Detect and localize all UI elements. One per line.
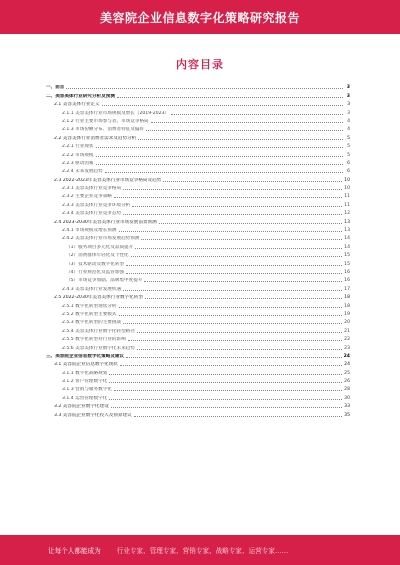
toc-entry-page: 10 bbox=[344, 177, 350, 183]
toc-entry-page: 24 bbox=[343, 353, 350, 359]
toc-leader-dots bbox=[141, 239, 342, 240]
toc-entry-page: 10 bbox=[344, 186, 350, 192]
toc-leader-dots bbox=[114, 390, 342, 391]
toc-leader-dots bbox=[117, 97, 343, 98]
toc-entry-title: （4）行业规范化及监管加强 bbox=[66, 269, 125, 275]
toc-entry[interactable] bbox=[46, 309, 350, 317]
toc-leader-dots bbox=[109, 399, 342, 400]
toc-leader-dots bbox=[123, 189, 342, 190]
toc-leader-dots bbox=[128, 340, 342, 341]
toc-entry-page: 3 bbox=[346, 85, 350, 91]
toc-entry-title: 3.3 美容院企业数字化投入及预算建议 bbox=[54, 412, 132, 418]
toc-entry[interactable] bbox=[46, 158, 350, 166]
toc-entry-page: 3 bbox=[347, 102, 350, 108]
toc-leader-dots bbox=[123, 214, 342, 215]
toc-leader-dots bbox=[120, 365, 342, 366]
toc-leader-dots bbox=[145, 298, 342, 299]
toc-entry[interactable] bbox=[46, 199, 350, 207]
toc-entry-title: 3.1.1 数字化战略规划 bbox=[62, 370, 108, 376]
header-banner bbox=[0, 0, 400, 34]
toc-entry-title: 2.4.1 市场规模及增长预测 bbox=[62, 228, 117, 234]
toc-leader-dots bbox=[96, 164, 343, 165]
toc-entry-page: 15 bbox=[344, 261, 350, 267]
toc-entry-title: （5）市场竞争加剧、品牌集中度提升 bbox=[66, 278, 143, 284]
toc-leader-dots bbox=[119, 315, 343, 316]
toc-entry[interactable] bbox=[46, 174, 350, 182]
toc-leader-dots bbox=[105, 172, 343, 173]
toc-entry[interactable] bbox=[46, 208, 350, 216]
toc-entry[interactable] bbox=[46, 166, 350, 174]
toc-leader-dots bbox=[163, 181, 342, 182]
toc-entry[interactable] bbox=[46, 258, 350, 266]
toc-entry-title: 2.5.2 数字化转型主要模式 bbox=[62, 311, 117, 317]
toc-entry-page: 28 bbox=[344, 387, 350, 393]
toc-entry-title: 2.2 美容美体行业消费者需求及趋势分析 bbox=[54, 135, 137, 141]
toc-entry[interactable] bbox=[46, 90, 350, 98]
toc-entry-title: 二、美容美体行业研究分析及预测 bbox=[46, 93, 115, 99]
toc-entry-page: 30 bbox=[344, 395, 350, 401]
toc-leader-dots bbox=[126, 265, 342, 266]
toc-leader-dots bbox=[159, 223, 342, 224]
toc-entry-title: 2.5.3 数字化转型的主要挑战 bbox=[62, 320, 122, 326]
toc-entry[interactable] bbox=[46, 300, 350, 308]
toc-entry[interactable] bbox=[46, 225, 350, 233]
toc-entry[interactable] bbox=[46, 367, 350, 375]
toc-entry[interactable] bbox=[46, 233, 350, 241]
toc-entry[interactable] bbox=[46, 334, 350, 342]
toc-entry[interactable] bbox=[46, 292, 350, 300]
toc-entry-page: 25 bbox=[344, 370, 350, 376]
toc-entry[interactable] bbox=[46, 216, 350, 224]
toc-entry-page: 15 bbox=[344, 253, 350, 259]
toc-entry-page: 33 bbox=[344, 404, 350, 410]
toc-entry-page: 19 bbox=[344, 311, 350, 317]
toc-entry[interactable] bbox=[46, 317, 350, 325]
toc-entry-title: 2.1 美容美体行业定义 bbox=[54, 102, 100, 108]
toc-leader-dots bbox=[66, 88, 343, 89]
toc-entry-title: 2.2.4 未来发展趋势 bbox=[62, 169, 103, 175]
toc-entry-title: 2.5.5 数字化转型对行业的影响 bbox=[62, 337, 126, 343]
toc-leader-dots bbox=[138, 139, 343, 140]
toc-leader-dots bbox=[146, 130, 343, 131]
toc-entry-title: 3.2 美容院企业数字化建设 bbox=[54, 404, 109, 410]
toc-leader-dots bbox=[123, 290, 342, 291]
toc-entry-title: 2.4.2 美容美体行业市场发展趋势预测 bbox=[62, 236, 140, 242]
toc-leader-dots bbox=[102, 105, 343, 106]
toc-entry-page: 14 bbox=[344, 244, 350, 250]
toc-entry-title: 2.2.3 驱动因素 bbox=[62, 160, 94, 166]
toc-entry-page: 5 bbox=[347, 144, 350, 150]
toc-entry-title: 2.3.2 主要企业竞争策略 bbox=[62, 194, 112, 200]
toc-entry[interactable] bbox=[46, 183, 350, 191]
toc-entry-page: 6 bbox=[347, 160, 350, 166]
toc-entry[interactable] bbox=[46, 359, 350, 367]
toc-entry-page: 4 bbox=[347, 118, 350, 124]
toc-leader-dots bbox=[151, 122, 343, 123]
toc-entry-title: （3）技术驱动及数字化转型 bbox=[66, 261, 125, 267]
toc-title: 内容目录 bbox=[176, 58, 224, 71]
toc-leader-dots bbox=[96, 156, 343, 157]
toc-leader-dots bbox=[171, 114, 343, 115]
toc-entry-title: 2.3.3 美容美体行业竞争环境分析 bbox=[62, 202, 131, 208]
toc-entry-title: 三、美容院企业信息数字化策略及建议 bbox=[46, 353, 125, 359]
toc-entry-page: 13 bbox=[344, 219, 350, 225]
toc-leader-dots bbox=[114, 197, 342, 198]
toc-entry[interactable] bbox=[46, 250, 350, 258]
toc-entry-title: 3.1.3 营销与服务数字化 bbox=[62, 387, 112, 393]
toc-entry-title: 3.1.4 运营管理数字化 bbox=[62, 395, 108, 401]
toc-entry-page: 5 bbox=[347, 135, 350, 141]
toc-entry[interactable] bbox=[46, 241, 350, 249]
toc-entry[interactable] bbox=[46, 275, 350, 283]
toc-entry[interactable] bbox=[46, 283, 350, 291]
toc-entry-title: 3.1 美容院企业信息数字化现状 bbox=[54, 362, 118, 368]
toc-entry-page: 26 bbox=[344, 379, 350, 385]
toc-entry-page: 4 bbox=[347, 127, 350, 133]
toc-entry[interactable] bbox=[46, 141, 350, 149]
toc-entry[interactable] bbox=[46, 392, 350, 400]
toc-entry-page: 35 bbox=[344, 412, 350, 418]
toc-entry[interactable] bbox=[46, 409, 350, 417]
toc-entry-page: 17 bbox=[344, 286, 350, 292]
toc-entry-page: 20 bbox=[344, 320, 350, 326]
toc-leader-dots bbox=[137, 349, 342, 350]
toc-entry-page: 3 bbox=[346, 93, 350, 99]
toc-entry[interactable] bbox=[46, 401, 350, 409]
toc-entry-title: （1）服务项目多元化及品质提升 bbox=[66, 244, 134, 250]
toc-leader-dots bbox=[123, 323, 342, 324]
toc-entry-page: 18 bbox=[344, 303, 350, 309]
toc-entry-title: 一、前言 bbox=[46, 85, 65, 91]
toc-entry-page: 14 bbox=[344, 236, 350, 242]
toc-entry-title: 2.3.4 美容美体行业竞争态势 bbox=[62, 211, 122, 217]
toc-entry-page: 21 bbox=[344, 328, 350, 334]
toc-entry-page: 23 bbox=[344, 345, 350, 351]
toc-entry[interactable] bbox=[46, 116, 350, 124]
toc-leader-dots bbox=[109, 382, 342, 383]
report-title: 美容院企业信息数字化策略研究报告 bbox=[99, 10, 300, 25]
toc-entry-title: 2.4 2023-2030年美容美体行业市场发展前景预测 bbox=[54, 219, 157, 225]
toc-leader-dots bbox=[111, 407, 342, 408]
toc-entry-page: 12 bbox=[344, 211, 350, 217]
toc-leader-dots bbox=[137, 332, 342, 333]
toc-entry[interactable] bbox=[46, 351, 350, 359]
toc-entry-title: 2.5.4 美容美体行业数字化转型路径 bbox=[62, 328, 135, 334]
toc-leader-dots bbox=[126, 273, 342, 274]
table-of-contents bbox=[46, 82, 350, 418]
toc-entry[interactable] bbox=[46, 191, 350, 199]
toc-entry[interactable] bbox=[46, 82, 350, 90]
toc-entry-title: （2）消费群体年轻化及个性化 bbox=[66, 253, 129, 259]
toc-entry-page: 18 bbox=[344, 295, 350, 301]
toc-leader-dots bbox=[132, 206, 342, 207]
toc-entry-page: 11 bbox=[344, 194, 350, 200]
toc-entry[interactable] bbox=[46, 267, 350, 275]
toc-entry-page: 11 bbox=[344, 202, 350, 208]
toc-entry-title: 2.1.3 市场份额分布、消费者特征及偏好 bbox=[62, 127, 145, 133]
toc-entry[interactable] bbox=[46, 99, 350, 107]
toc-entry[interactable] bbox=[46, 342, 350, 350]
toc-entry-page: 3 bbox=[347, 110, 350, 116]
toc-entry-page: 6 bbox=[347, 169, 350, 175]
toc-entry[interactable] bbox=[46, 107, 350, 115]
toc-entry[interactable] bbox=[46, 149, 350, 157]
toc-entry-title: 2.2.1 行业现状 bbox=[62, 144, 94, 150]
toc-entry-page: 13 bbox=[344, 228, 350, 234]
toc-entry-title: 3.1.2 客户管理数字化 bbox=[62, 379, 108, 385]
toc-entry-title: 2.2.2 市场规模 bbox=[62, 152, 94, 158]
toc-leader-dots bbox=[135, 248, 342, 249]
toc-leader-dots bbox=[131, 256, 342, 257]
toc-entry-title: 2.1.2 行业主要市场参与者、市场竞争格局 bbox=[62, 118, 149, 124]
toc-leader-dots bbox=[96, 147, 343, 148]
toc-entry[interactable] bbox=[46, 132, 350, 140]
toc-leader-dots bbox=[109, 374, 342, 375]
toc-entry[interactable] bbox=[46, 124, 350, 132]
toc-entry-title: 2.3 2022-2023年美容美体行业市场竞争格局及趋势 bbox=[54, 177, 162, 183]
toc-leader-dots bbox=[119, 231, 343, 232]
toc-entry[interactable] bbox=[46, 325, 350, 333]
toc-entry-title: 2.1.1 美容美体行业市场规模及增长（2019-2023） bbox=[62, 110, 170, 116]
toc-entry-page: 22 bbox=[344, 337, 350, 343]
toc-entry-title: 2.4.3 美容美体行业发展机遇 bbox=[62, 286, 122, 292]
toc-leader-dots bbox=[134, 416, 342, 417]
toc-entry-page: 16 bbox=[344, 278, 350, 284]
toc-entry-title: 2.3.1 美容美体行业竞争格局 bbox=[62, 186, 122, 192]
toc-entry-title: 2.5 2022-2030年美容美体行业数字化转型 bbox=[54, 295, 143, 301]
toc-entry-page: 24 bbox=[344, 362, 350, 368]
footer-lead-text: 让每个人都能成为 bbox=[48, 547, 101, 555]
toc-entry-page: 5 bbox=[347, 152, 350, 158]
toc-entry-page: 16 bbox=[344, 269, 350, 275]
footer-banner bbox=[0, 535, 400, 565]
toc-leader-dots bbox=[126, 357, 341, 358]
toc-leader-dots bbox=[144, 281, 342, 282]
footer-tags-text: 行业专家、管理专家、营销专家、战略专家、运营专家…… bbox=[116, 547, 289, 555]
toc-entry-title: 2.5.6 美容美体行业数字化未来趋势 bbox=[62, 345, 135, 351]
toc-leader-dots bbox=[119, 307, 343, 308]
toc-entry-title: 2.5.1 数字化转型现状分析 bbox=[62, 303, 117, 309]
toc-entry[interactable] bbox=[46, 384, 350, 392]
toc-entry[interactable] bbox=[46, 376, 350, 384]
